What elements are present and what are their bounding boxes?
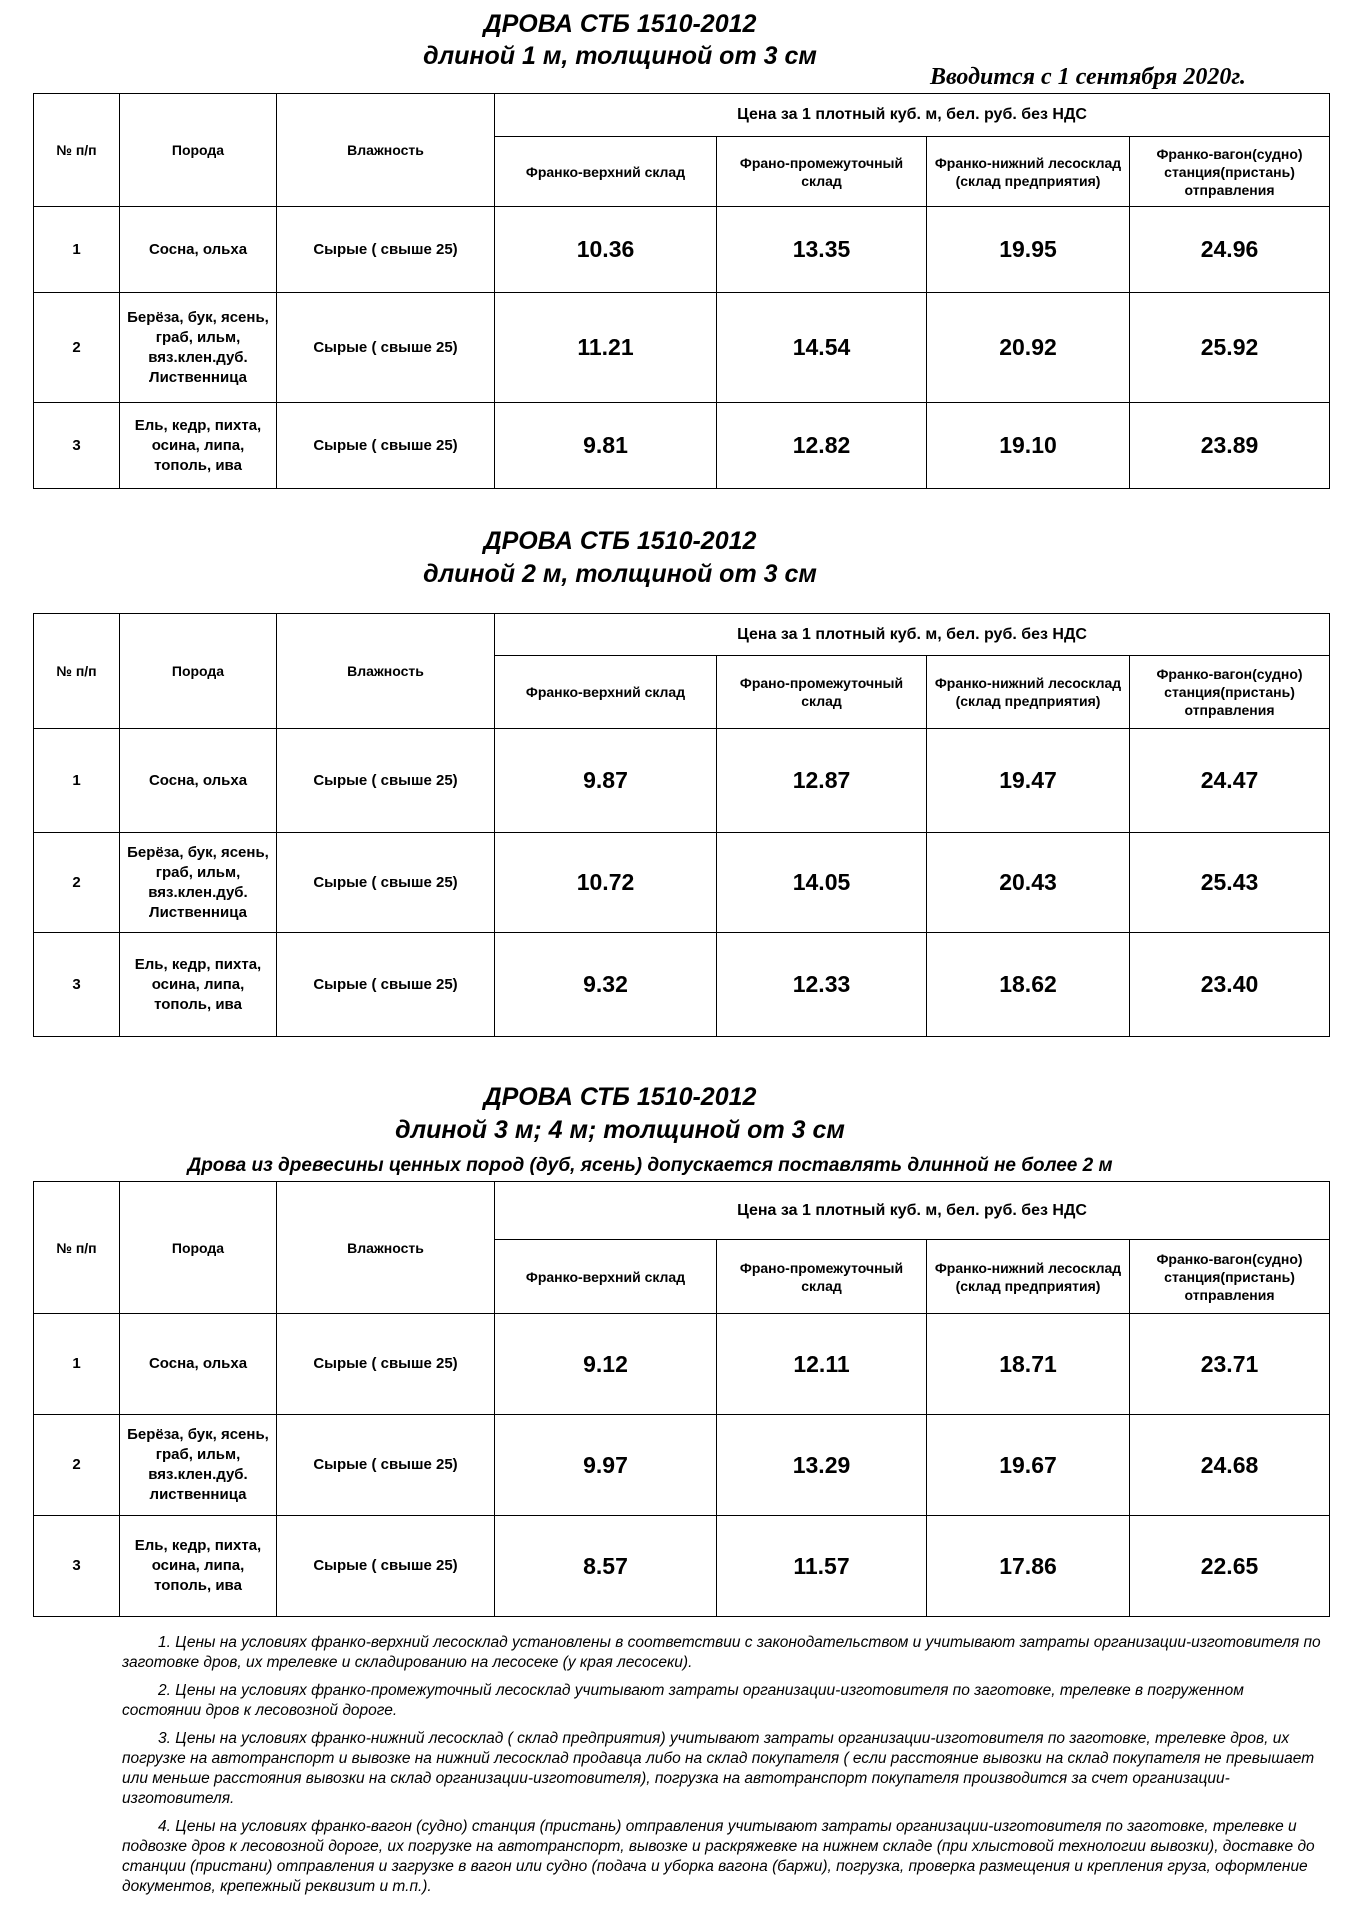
price-upper: 11.21 — [495, 293, 717, 403]
header-col-upper-warehouse: Франко-верхний склад — [495, 1240, 717, 1314]
price-upper: 9.87 — [495, 729, 717, 833]
table-row — [34, 1516, 1330, 1617]
price-lower: 20.43 — [927, 833, 1130, 933]
section-1-subtitle: длиной 1 м, толщиной от 3 см — [423, 42, 817, 70]
price-lower: 19.67 — [927, 1415, 1130, 1516]
price-intermediate: 13.29 — [717, 1415, 927, 1516]
row-num: 3 — [34, 933, 120, 1037]
price-intermediate: 12.11 — [717, 1314, 927, 1415]
price-wagon: 25.43 — [1130, 833, 1330, 933]
price-upper: 9.12 — [495, 1314, 717, 1415]
row-moisture: Сырые ( свыше 25) — [277, 1314, 495, 1415]
header-num: № п/п — [34, 94, 120, 207]
price-intermediate: 14.54 — [717, 293, 927, 403]
row-moisture: Сырые ( свыше 25) — [277, 403, 495, 489]
price-lower: 19.10 — [927, 403, 1130, 489]
row-species: Сосна, ольха — [120, 207, 277, 293]
table-row — [34, 403, 1330, 489]
price-intermediate: 14.05 — [717, 833, 927, 933]
row-moisture: Сырые ( свыше 25) — [277, 1516, 495, 1617]
footnote-4: 4. Цены на условиях франко-вагон (судно) станция (пристань) отправления учитывают затраты организации-изготовителя по заготовке, трелевке и подвозке дров к лесовозной дороге, их погрузке на автотранспорт, вывозке и раскряжевке на нижнем складе (при хлыстовой технологии вывозки), доставке до станции (пристани) отправления и загрузке в вагон или судно (подача и уборка вагона (баржи), погрузка, проверка размещения и крепления груза, оформление документов, крепежный реквизит и т.п.). — [122, 1818, 1315, 1895]
row-moisture: Сырые ( свыше 25) — [277, 833, 495, 933]
price-lower: 20.92 — [927, 293, 1130, 403]
header-species: Порода — [120, 94, 277, 207]
price-lower: 18.62 — [927, 933, 1130, 1037]
row-moisture: Сырые ( свыше 25) — [277, 729, 495, 833]
section-3-note: Дрова из древесины ценных пород (дуб, ясень) допускается поставлять длинной не более 2 м — [187, 1155, 1113, 1176]
row-num: 2 — [34, 1415, 120, 1516]
table-row — [34, 729, 1330, 833]
table-row — [34, 293, 1330, 403]
table-row — [34, 207, 1330, 293]
price-wagon: 23.40 — [1130, 933, 1330, 1037]
price-lower: 19.95 — [927, 207, 1130, 293]
row-moisture: Сырые ( свыше 25) — [277, 933, 495, 1037]
header-species: Порода — [120, 1182, 277, 1314]
row-num: 2 — [34, 293, 120, 403]
row-species: Берёза, бук, ясень, граб, ильм, вяз.клен.дуб. Лиственница — [120, 833, 277, 933]
header-num: № п/п — [34, 614, 120, 729]
header-col-wagon-station: Франко-вагон(судно) станция(пристань) отправления — [1130, 137, 1330, 207]
section-1-title: ДРОВА СТБ 1510-2012 — [483, 10, 757, 38]
row-species: Сосна, ольха — [120, 729, 277, 833]
row-species: Сосна, ольха — [120, 1314, 277, 1415]
price-intermediate: 12.33 — [717, 933, 927, 1037]
price-lower: 19.47 — [927, 729, 1130, 833]
price-wagon: 24.68 — [1130, 1415, 1330, 1516]
price-intermediate: 11.57 — [717, 1516, 927, 1617]
header-col-wagon-station: Франко-вагон(судно) станция(пристань) отправления — [1130, 1240, 1330, 1314]
section-2-title: ДРОВА СТБ 1510-2012 — [483, 527, 757, 555]
row-moisture: Сырые ( свыше 25) — [277, 293, 495, 403]
price-upper: 9.32 — [495, 933, 717, 1037]
price-upper: 9.81 — [495, 403, 717, 489]
header-col-upper-warehouse: Франко-верхний склад — [495, 656, 717, 729]
footnote-1: 1. Цены на условиях франко-верхний лесосклад установлены в соответствии с законодательством и учитывают затраты организации-изготовителя по заготовке дров, их трелевке и складированию на лесосеке (у края лесосеки). — [122, 1634, 1321, 1671]
price-upper: 10.36 — [495, 207, 717, 293]
price-wagon: 24.96 — [1130, 207, 1330, 293]
row-species: Ель, кедр, пихта, осина, липа, тополь, ива — [120, 1516, 277, 1617]
header-col-intermediate-warehouse: Франо-промежуточный склад — [717, 137, 927, 207]
header-num: № п/п — [34, 1182, 120, 1314]
price-wagon: 23.89 — [1130, 403, 1330, 489]
header-col-upper-warehouse: Франко-верхний склад — [495, 137, 717, 207]
header-price-group: Цена за 1 плотный куб. м, бел. руб. без НДС — [495, 614, 1330, 656]
section-3-subtitle: длиной 3 м; 4 м; толщиной от 3 см — [395, 1116, 845, 1144]
row-species: Берёза, бук, ясень, граб, ильм, вяз.клен.дуб. Лиственница — [120, 293, 277, 403]
table-row — [34, 933, 1330, 1037]
header-price-group: Цена за 1 плотный куб. м, бел. руб. без НДС — [495, 1182, 1330, 1240]
price-table-2 — [33, 613, 1330, 1037]
section-2-subtitle: длиной 2 м, толщиной от 3 см — [423, 560, 817, 588]
header-moisture: Влажность — [277, 614, 495, 729]
table-row — [34, 1415, 1330, 1516]
row-num: 3 — [34, 403, 120, 489]
footnote-3: 3. Цены на условиях франко-нижний лесосклад ( склад предприятия) учитывают затраты организации-изготовителя по заготовке, трелевке дров, их погрузке на автотранспорт и вывозке на нижний лесосклад продавца либо на склад покупателя ( если расстояние вывозки на склад покупателя не превышает или меньше расстояния вывозки на склад организации-изготовителя), погрузка на автотранспорт покупателя производится за счет организации-изготовителя. — [122, 1730, 1315, 1807]
price-intermediate: 12.82 — [717, 403, 927, 489]
footnote-2: 2. Цены на условиях франко-промежуточный лесосклад учитывают затраты организации-изготовителя по заготовке, трелевке в погруженном состоянии дров к лесовозной дороге. — [122, 1682, 1244, 1719]
row-species: Ель, кедр, пихта, осина, липа, тополь, ива — [120, 403, 277, 489]
effective-date: Вводится с 1 сентября 2020г. — [930, 64, 1246, 90]
price-intermediate: 12.87 — [717, 729, 927, 833]
header-col-lower-warehouse: Франко-нижний лесосклад (склад предприятия) — [927, 137, 1130, 207]
price-intermediate: 13.35 — [717, 207, 927, 293]
price-wagon: 23.71 — [1130, 1314, 1330, 1415]
row-num: 1 — [34, 1314, 120, 1415]
header-col-lower-warehouse: Франко-нижний лесосклад (склад предприятия) — [927, 1240, 1130, 1314]
section-3-title: ДРОВА СТБ 1510-2012 — [483, 1083, 757, 1111]
header-col-wagon-station: Франко-вагон(судно) станция(пристань) отправления — [1130, 656, 1330, 729]
header-col-intermediate-warehouse: Франо-промежуточный склад — [717, 656, 927, 729]
price-lower: 18.71 — [927, 1314, 1130, 1415]
row-moisture: Сырые ( свыше 25) — [277, 1415, 495, 1516]
price-wagon: 24.47 — [1130, 729, 1330, 833]
price-upper: 10.72 — [495, 833, 717, 933]
price-upper: 8.57 — [495, 1516, 717, 1617]
price-lower: 17.86 — [927, 1516, 1130, 1617]
price-table-1 — [33, 93, 1330, 489]
row-num: 1 — [34, 207, 120, 293]
header-col-intermediate-warehouse: Франо-промежуточный склад — [717, 1240, 927, 1314]
table-row — [34, 1314, 1330, 1415]
row-num: 1 — [34, 729, 120, 833]
table-row — [34, 833, 1330, 933]
price-wagon: 25.92 — [1130, 293, 1330, 403]
header-col-lower-warehouse: Франко-нижний лесосклад (склад предприятия) — [927, 656, 1130, 729]
footnotes — [122, 1633, 1322, 1905]
row-num: 3 — [34, 1516, 120, 1617]
price-table-3 — [33, 1181, 1330, 1617]
header-price-group: Цена за 1 плотный куб. м, бел. руб. без НДС — [495, 94, 1330, 137]
header-moisture: Влажность — [277, 94, 495, 207]
header-species: Порода — [120, 614, 277, 729]
price-wagon: 22.65 — [1130, 1516, 1330, 1617]
row-moisture: Сырые ( свыше 25) — [277, 207, 495, 293]
price-upper: 9.97 — [495, 1415, 717, 1516]
row-species: Берёза, бук, ясень, граб, ильм, вяз.клен.дуб. лиственница — [120, 1415, 277, 1516]
row-species: Ель, кедр, пихта, осина, липа, тополь, ива — [120, 933, 277, 1037]
header-moisture: Влажность — [277, 1182, 495, 1314]
row-num: 2 — [34, 833, 120, 933]
